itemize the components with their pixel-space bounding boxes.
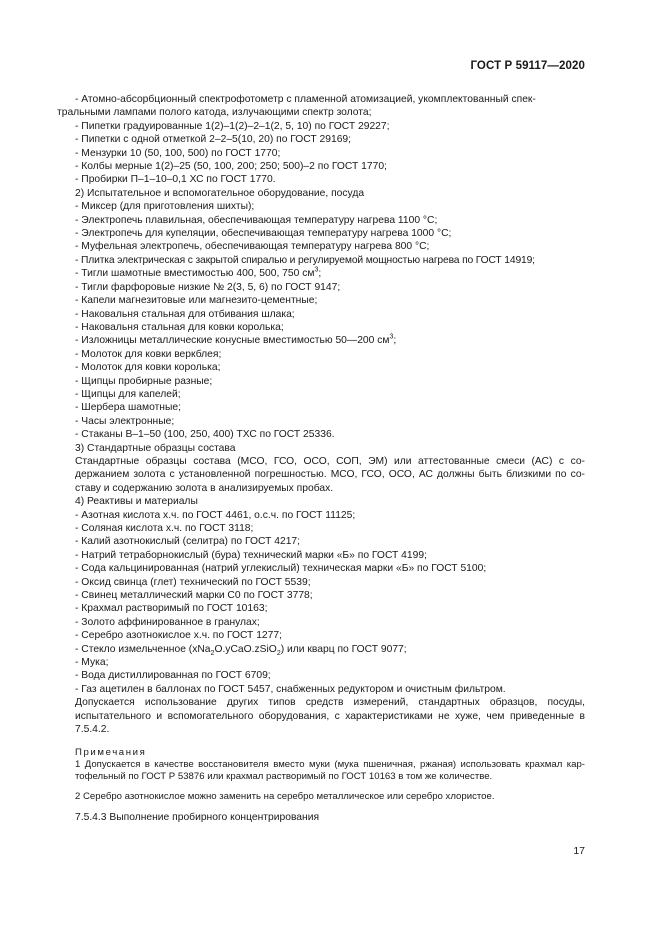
paragraph-allowance: Допускается использование других типов средств измерений, стандартных образцов, посуды, испытательного и вспомогательного оборудования, с характеристиками не хуже, чем приведенные в 7.5.4.2. [75,697,585,736]
list-item-glass [75,643,585,656]
glass-part3: ) или кварц по ГОСТ 9077; [280,643,407,655]
list-item: - Вода дистиллированная по ГОСТ 6709; [75,670,271,682]
list-item: - Золото аффинированное в гранулах; [75,616,260,628]
list-item: - Электропечь для купеляции, обеспечивающая температуру нагрева 1000 °С; [75,228,452,240]
list-item: - Мука; [75,657,109,669]
list-reagents [75,509,585,697]
list-equipment [75,200,585,441]
list-item: - Пипетки градуированные 1(2)–1(2)–2–1(2, 5, 10) по ГОСТ 29227; [75,120,390,132]
item-spectrophotometer-line1: - Атомно-абсорбционный спектрофотометр с пламенной атомизацией, укомплектованный спек- [75,94,536,105]
list-item: - Капели магнезитовые или магнезито-цементные; [75,295,318,307]
page-number: 17 [573,845,585,857]
subheading-reagents: 4) Реактивы и материалы [75,496,198,508]
list-item-molds [75,334,585,347]
list-item: - Пробирки П–1–10–0,1 ХС по ГОСТ 1770. [75,174,276,186]
molds-sup: 3 [389,333,394,341]
item-spectrophotometer [57,93,585,120]
subheading-equipment: 2) Испытательное и вспомогательное оборудование, посуда [75,187,365,199]
item-spectrophotometer-line2: тральными лампами полого катода, излучающими спектр золота; [57,107,372,119]
glass-sub1: 2 [210,649,215,657]
paragraph-reference-samples: Стандартные образцы состава (МСО, ГСО, ОСО, СОП, ЭМ) или аттестованные смеси (АС) с со-держанием золота с установленной погрешностью. МСО, ГСО, ОСО, АС должны быть близкими по со-ставу и содержанию золота в анализируемых пробах. [75,455,585,494]
crucibles-sup: 3 [314,266,319,274]
section-heading: 7.5.4.3 Выполнение пробирного концентрирования [75,812,320,824]
notes-block [75,747,585,804]
list-item: - Наковальня стальная для ковки королька; [75,321,284,333]
list-item: - Серебро азотнокислое х.ч. по ГОСТ 1277; [75,630,282,642]
glass-sub2: 2 [276,649,281,657]
list-item: - Тигли фарфоровые низкие № 2(3, 5, 6) по ГОСТ 9147; [75,281,341,293]
list-item: - Калий азотнокислый (селитра) по ГОСТ 4217; [75,536,301,548]
list-item: - Азотная кислота х.ч. по ГОСТ 4461, о.с.ч. по ГОСТ 11125; [75,509,356,521]
list-item: - Молоток для ковки королька; [75,362,221,374]
note-item: 2 Серебро азотнокислое можно заменить на серебро металлическое или серебро хлористое. [75,791,495,803]
list-item-crucibles [75,267,585,280]
list-item: - Электропечь плавильная, обеспечивающая температуру нагрева 1100 °С; [75,214,438,226]
list-item: - Газ ацетилен в баллонах по ГОСТ 5457, снабженных редуктором и очистным фильтром. [75,683,506,695]
list-item: - Пипетки с одной отметкой 2–2–5(10, 20) по ГОСТ 29169; [75,134,352,146]
list-item: - Наковальня стальная для отбивания шлака; [75,308,295,320]
crucibles-text: - Тигли шамотные вместимостью 400, 500, 750 см [75,268,315,280]
list-item: - Мензурки 10 (50, 100, 500) по ГОСТ 1770; [75,147,281,159]
list-item: - Шербера шамотные; [75,402,181,414]
crucibles-end: ; [318,268,322,280]
glass-part2: O.yCaO.zSiO [214,643,277,655]
list-item: - Крахмал растворимый по ГОСТ 10163; [75,603,268,615]
note-item: 1 Допускается в качестве восстановителя вместо муки (мука пшеничная, ржаная) использовать крахмал кар-тофельный по ГОСТ Р 53876 или крахмал растворимый по ГОСТ 10163 в том же количестве. [75,758,585,782]
page-body [57,93,585,825]
list-item: - Колбы мерные 1(2)–25 (50, 100, 200; 250; 500)–2 по ГОСТ 1770; [75,161,387,173]
list-item: - Молоток для ковки веркблея; [75,348,222,360]
list-item: - Оксид свинца (глет) технический по ГОСТ 5539; [75,576,311,588]
list-item: - Щипцы пробирные разные; [75,375,213,387]
document-code-header: ГОСТ Р 59117—2020 [470,60,585,72]
notes-title: Примечания [75,746,147,758]
list-item: - Щипцы для капелей; [75,388,181,400]
list-item: - Стаканы В–1–50 (100, 250, 400) ТХС по ГОСТ 25336. [75,429,335,441]
list-item: - Сода кальцинированная (натрий углекислый) техническая марки «Б» по ГОСТ 5100; [75,563,487,575]
list-item: - Муфельная электропечь, обеспечивающая температуру нагрева 800 °С; [75,241,430,253]
list-item: - Соляная кислота х.ч. по ГОСТ 3118; [75,523,254,534]
list-item: - Часы электронные; [75,415,175,427]
list-item: - Миксер (для приготовления шихты); [75,201,255,213]
subheading-reference-samples: 3) Стандартные образцы состава [75,442,236,454]
list-item: - Плитка электрическая с закрытой спиралью и регулируемой мощностью нагрева по ГОСТ 14919; [75,254,535,266]
glass-part1: - Стекло измельченное (xNa [75,643,211,655]
list-item: - Свинец металлический марки С0 по ГОСТ 3778; [75,590,313,602]
list-measuring-glassware [75,120,585,187]
molds-end: ; [393,335,397,347]
list-item: - Натрий тетраборнокислый (бура) технический марки «Б» по ГОСТ 4199; [75,549,427,561]
molds-text: - Изложницы металлические конусные вместимостью 50—200 см [75,335,390,347]
